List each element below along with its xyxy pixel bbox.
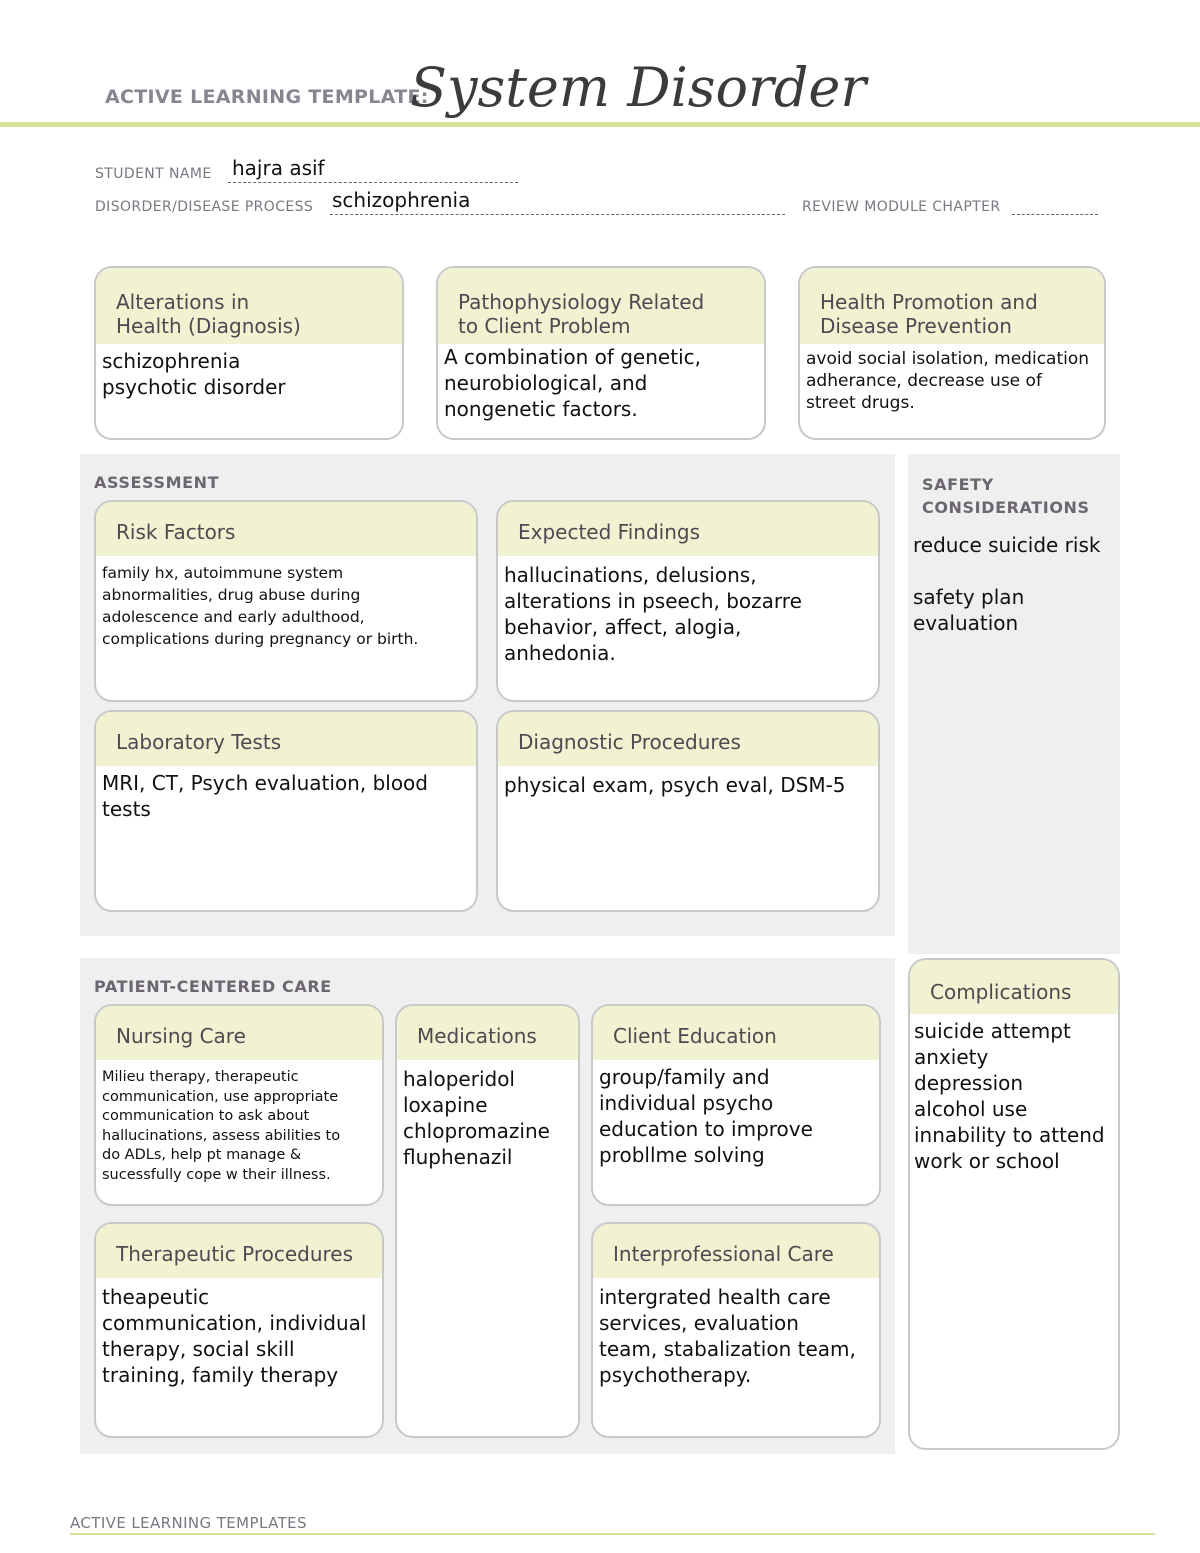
card-pathophysiology [436,266,766,440]
card-body[interactable]: group/family and individual psycho education to improve probllme solving [599,1065,813,1167]
card-medications [395,1004,580,1438]
card-body[interactable]: MRI, CT, Psych evaluation, blood tests [102,771,428,821]
header-divider [0,122,1200,127]
card-body[interactable]: A combination of genetic, neurobiological, and nongenetic factors. [444,345,701,421]
card-expected-findings [496,500,880,702]
patient-care-title: PATIENT-CENTERED CARE [94,977,332,996]
card-client-education [591,1004,881,1206]
card-therapeutic-procedures [94,1222,384,1438]
card-title: Pathophysiology Related to Client Problem [438,268,764,344]
student-name-label: STUDENT NAME [95,166,212,182]
student-name-field[interactable] [228,156,518,183]
disorder-label: DISORDER/DISEASE PROCESS [95,199,314,215]
disorder-field[interactable] [330,188,785,215]
card-interprofessional-care [591,1222,881,1438]
card-laboratory-tests [94,710,478,912]
template-label: ACTIVE LEARNING TEMPLATE: [105,86,429,108]
student-name-value: hajra asif [232,156,325,180]
card-risk-factors [94,500,478,702]
card-title: Complications [910,960,1118,1014]
card-complications [908,958,1120,1450]
review-module-label: REVIEW MODULE CHAPTER [802,199,1001,215]
disorder-value: schizophrenia [332,188,471,212]
safety-title: SAFETY CONSIDERATIONS [922,475,1090,517]
card-body[interactable]: intergrated health care services, evaluation team, stabalization team, psychotherapy. [599,1285,856,1387]
card-title: Alterations in Health (Diagnosis) [96,268,402,344]
card-title: Therapeutic Procedures [96,1224,382,1278]
card-title: Expected Findings [498,502,878,556]
card-body[interactable]: avoid social isolation, medication adherance, decrease use of street drugs. [806,349,1090,413]
card-body[interactable]: suicide attempt anxiety depression alcohol use innability to attend work or school [914,1019,1105,1173]
card-body[interactable]: haloperidol loxapine chlopromazine fluphenazil [403,1067,550,1169]
card-title: Laboratory Tests [96,712,476,766]
card-alterations [94,266,404,440]
safety-section [908,454,1120,954]
card-body[interactable]: physical exam, psych eval, DSM-5 [504,773,846,797]
footer-divider [70,1533,1155,1535]
card-title: Client Education [593,1006,879,1060]
card-body[interactable]: Milieu therapy, therapeutic communication, use appropriate communication to ask about hallucinations, assess abilities to do ADLs, help pt manage & sucessfully cope w their illness. [102,1069,341,1183]
card-title: Interprofessional Care [593,1224,879,1278]
card-nursing-care [94,1004,384,1206]
card-body[interactable]: schizophrenia psychotic disorder [102,349,286,399]
card-title: Diagnostic Procedures [498,712,878,766]
card-diagnostic-procedures [496,710,880,912]
review-module-field[interactable] [1012,192,1098,215]
card-title: Nursing Care [96,1006,382,1060]
card-body[interactable]: hallucinations, delusions, alterations in pseech, bozarre behavior, affect, alogia, anhedonia. [504,563,802,665]
card-title: Medications [397,1006,578,1060]
footer-label: ACTIVE LEARNING TEMPLATES [70,1514,307,1532]
card-body[interactable]: theapeutic communication, individual therapy, social skill training, family therapy [102,1285,367,1387]
card-title: Health Promotion and Disease Prevention [800,268,1104,344]
card-body[interactable]: family hx, autoimmune system abnormalities, drug abuse during adolescence and early adulthood, complications during pregnancy or birth. [102,564,419,648]
page-title: System Disorder [410,56,867,119]
card-title: Risk Factors [96,502,476,556]
safety-body[interactable]: reduce suicide risk safety plan evaluation [913,533,1101,635]
card-health-promotion [798,266,1106,440]
assessment-title: ASSESSMENT [94,473,220,492]
